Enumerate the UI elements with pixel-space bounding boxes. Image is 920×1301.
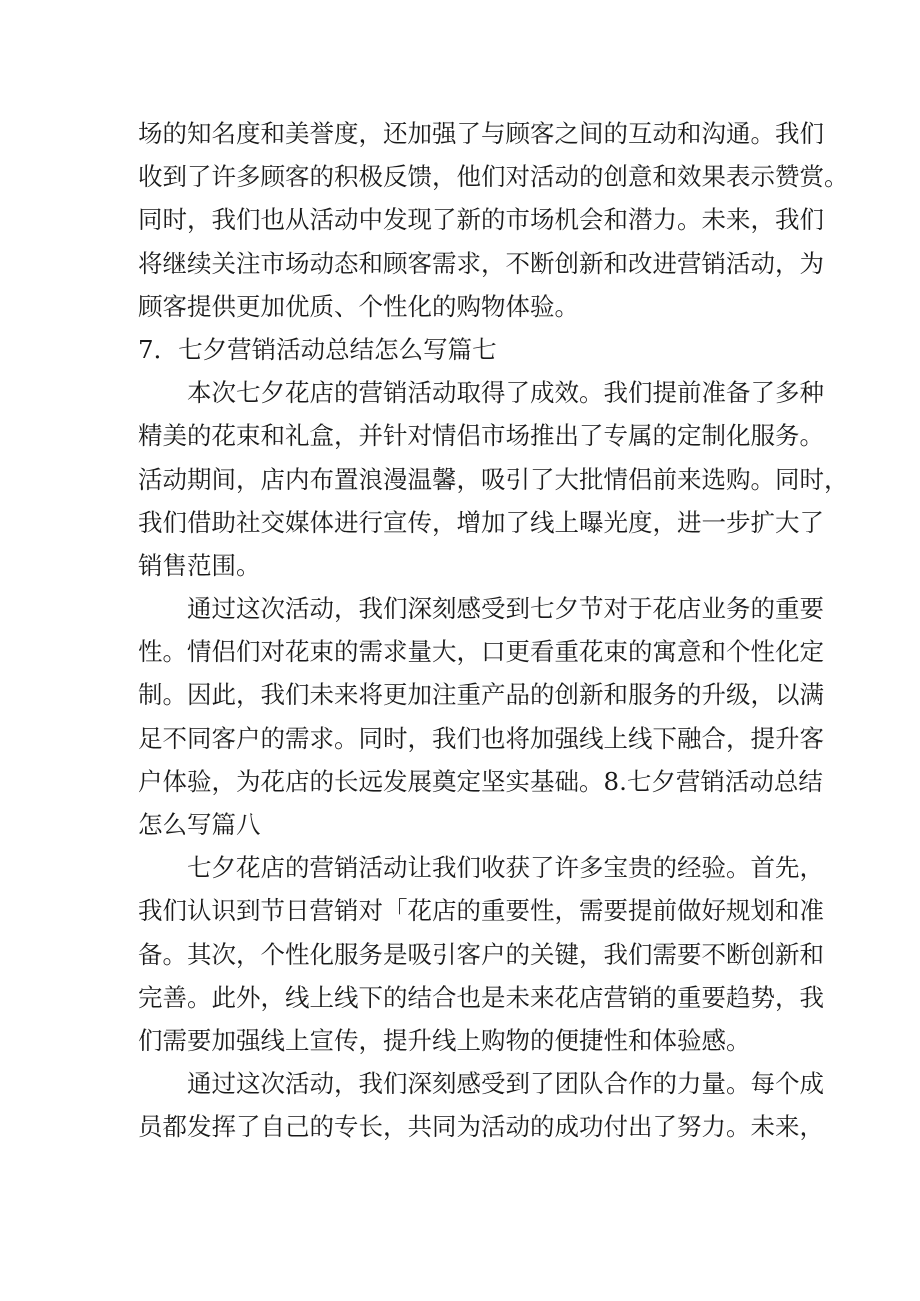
document-body — [138, 112, 849, 1149]
text-line: 足不同客户的需求。同时，我们也将加强线上线下融合，提升客 — [138, 723, 824, 753]
text-line: 活动期间，店内布置浪漫温馨，吸引了大批情侣前来选购。同时， — [138, 464, 849, 494]
text-line: 性。情侣们对花束的需求量大，口更看重花束的寓意和个性化定 — [138, 637, 824, 667]
text-line: 场的知名度和美誉度，还加强了与顾客之间的互动和沟通。我们 — [138, 119, 824, 148]
text-line: 我们借助社交媒体进行宣传，增加了线上曝光度，进一步扩大了 — [138, 507, 824, 537]
text-line: 销售范围。 — [138, 550, 261, 580]
text-line: 们需要加强线上宣传，提升线上购物的便捷性和体验感。 — [138, 1025, 751, 1055]
text-line: 制。因此，我们未来将更加注重产品的创新和服务的升级，以满 — [138, 680, 824, 710]
text-line: 户体验，为花店的长远发展奠定坚实基础。8.七夕营销活动总结 — [138, 766, 823, 796]
paragraph-start: 七夕花店的营销活动让我们收获了许多宝贵的经验。首先， — [187, 853, 824, 883]
paragraph-start: 通过这次活动，我们深刻感受到七夕节对于花店业务的重要 — [187, 594, 824, 624]
text-line: 备。其次，个性化服务是吸引客户的关键，我们需要不断创新和 — [138, 939, 824, 969]
text-line: 同时，我们也从活动中发现了新的市场机会和潜力。未来，我们 — [138, 205, 824, 235]
section-heading-7: 7．七夕营销活动总结怎么写篇七 — [138, 334, 497, 364]
text-line: 将继续关注市场动态和顾客需求，不断创新和改进营销活动，为 — [138, 248, 824, 278]
paragraph-start: 通过这次活动，我们深刻感受到了团队合作的力量。每个成 — [187, 1069, 824, 1099]
text-line: 精美的花束和礼盒，并针对情侣市场推出了专属的定制化服务。 — [138, 421, 824, 451]
text-line: 完善。此外，线上线下的结合也是未来花店营销的重要趋势，我 — [138, 982, 824, 1012]
text-line: 我们认识到节日营销对「花店的重要性，需要提前做好规划和准 — [138, 896, 824, 926]
text-line: 收到了许多顾客的积极反馈，他们对活动的创意和效果表示赞赏。 — [138, 162, 849, 192]
paragraph-start: 本次七夕花店的营销活动取得了成效。我们提前准备了多种 — [187, 378, 824, 408]
section-heading-8: 怎么写篇八 — [138, 810, 261, 839]
text-line: 员都发挥了自己的专长，共同为活动的成功付出了努力。未来， — [138, 1112, 824, 1142]
text-line: 顾客提供更加优质、个性化的购物体验。 — [138, 291, 579, 321]
